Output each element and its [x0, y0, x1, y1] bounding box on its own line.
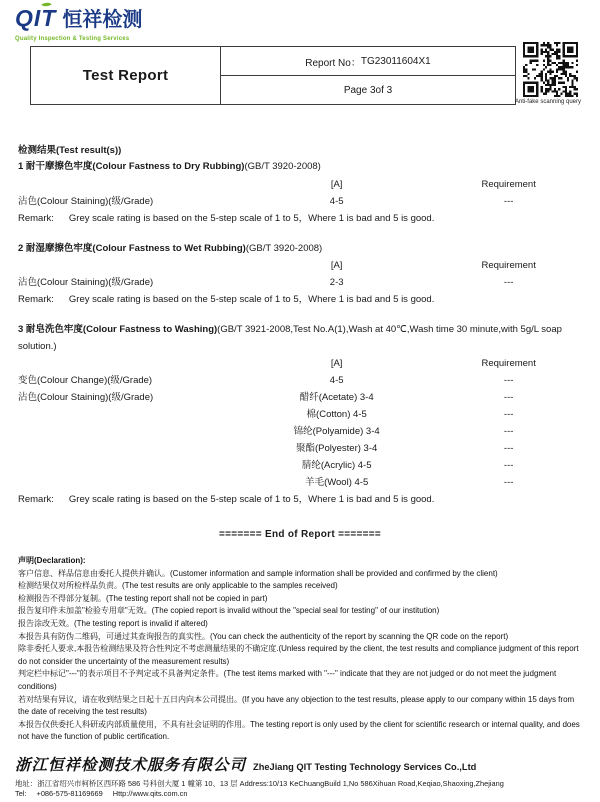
declaration — [18, 555, 582, 744]
declaration-line: 客户信息、样品信息由委托人提供并确认。(Customer information and sample information shall be provided and confirmed by the client) — [18, 568, 498, 578]
row-requirement: --- — [503, 195, 514, 207]
result-row — [18, 193, 582, 210]
row-label: 变色(Colour Change)(级/Grade) — [18, 375, 153, 386]
row-label — [18, 474, 238, 491]
declaration-line: 除非委托人要求,本报告检测结果及符合性判定不考虑测量结果的不确定度.(Unless required by the client, the test results and compliance judgment of this report do not consider the uncertainty of the measurement results) — [18, 644, 579, 666]
row-value: 棉(Cotton) 4-5 — [306, 409, 367, 420]
declaration-line: 检测结果仅对所检样品负责。(The test results are only applicable to the samples received) — [18, 581, 338, 591]
results-heading: 检测结果(Test result(s)) — [18, 145, 122, 156]
row-value: 羊毛(Wool) 4-5 — [305, 477, 369, 488]
row-label — [18, 423, 238, 440]
row-label: 沾色(Colour Staining)(级/Grade) — [18, 195, 154, 207]
row-label — [18, 440, 238, 457]
qr-code-svg — [523, 42, 578, 97]
col-header-value: [A] — [330, 358, 343, 369]
declaration-line: 本报告仅供委托人科研或内部质量使用，不具有社会证明的作用。The testing report is only used by the client for scientific research or internal quality, and does not have the function of public certification. — [18, 719, 580, 742]
report-header — [0, 0, 600, 120]
declaration-line: 报告涂改无效。(The testing report is invalid if altered) — [18, 618, 208, 628]
report-no-row — [221, 47, 515, 76]
result-row — [18, 440, 582, 457]
col-header-requirement: Requirement — [481, 358, 536, 369]
remark-text: Grey scale rating is based on the 5-step scale of 1 to 5，Where 1 is bad and 5 is good. — [68, 212, 435, 224]
row-requirement: --- — [503, 375, 514, 386]
report-footer — [15, 753, 592, 798]
tel-label: Tel: — [15, 788, 27, 798]
company-logo — [15, 6, 142, 42]
declaration-line: 若对结果有异议，请在收到结果之日起十五日内向本公司提出。(If you have any objection to the test results, please apply to our company within 15 days from the date of receiving the test results) — [18, 694, 575, 717]
col-header-requirement: Requirement — [481, 260, 536, 271]
results-content — [18, 142, 582, 744]
report-no-value: TG23011604X1 — [360, 55, 431, 67]
row-requirement: --- — [503, 426, 514, 437]
end-of-report: ======= End of Report ======= — [218, 529, 382, 540]
section-title: 1 耐干摩擦色牢度(Colour Fastness to Dry Rubbing)(GB/T 3920-2008) — [18, 161, 321, 172]
row-value: 醋纤(Acetate) 3-4 — [299, 392, 374, 403]
company-name-cn: 浙江恒祥检测技术服务有限公司 — [15, 755, 247, 774]
row-value: 锦纶(Polyamide) 3-4 — [293, 426, 380, 437]
result-row — [18, 372, 582, 389]
remark-label: Remark: — [18, 212, 54, 224]
col-header-requirement: Requirement — [481, 178, 536, 190]
row-requirement: --- — [503, 460, 514, 471]
qr-caption: Anti-fake scanning query — [514, 99, 582, 105]
row-requirement: --- — [503, 477, 514, 488]
company-name-en: ZheJiang QIT Testing Technology Services Co.,Ltd — [253, 762, 477, 772]
logo-chinese-text: 恒祥检测 — [62, 7, 143, 31]
logo-tagline: Quality Inspection & Testing Services — [15, 36, 130, 42]
report-title: Test Report — [31, 47, 221, 104]
address-line: 地址：浙江省绍兴市柯桥区西环路 586 号科创大厦 1 幢第 10、13 层 Address:10/13 KeChuangBuild 1,No 586Xihuan Road,Keqiao,Shaoxing,Zhejiang — [15, 779, 504, 788]
remark-text: Grey scale rating is based on the 5-step scale of 1 to 5，Where 1 is bad and 5 is good. — [68, 294, 435, 305]
report-no-label: Report No： — [305, 57, 361, 69]
logo-qit-text: QIT — [15, 5, 57, 31]
row-value: 4-5 — [329, 195, 344, 207]
qr-code — [523, 42, 578, 97]
declaration-line: 检测报告不得部分复制。(The testing report shall not be copied in part) — [18, 593, 268, 603]
remark-row — [18, 291, 582, 308]
row-label — [18, 406, 238, 423]
row-value: 聚酯(Polyester) 3-4 — [295, 443, 378, 454]
row-label: 沾色(Colour Staining)(级/Grade) — [18, 277, 154, 288]
remark-label: Remark: — [18, 294, 54, 305]
result-row — [18, 474, 582, 491]
result-row — [18, 406, 582, 423]
col-header-value: [A] — [330, 178, 343, 190]
column-header-row — [18, 176, 582, 193]
result-row — [18, 457, 582, 474]
page-number: Page 3of 3 — [343, 84, 393, 96]
result-row — [18, 274, 582, 291]
remark-row — [18, 210, 582, 227]
website-url: Http://www.qits.com.cn — [112, 788, 188, 798]
row-value: 腈纶(Acrylic) 4-5 — [301, 460, 372, 471]
result-row — [18, 389, 582, 406]
test-section-3 — [18, 322, 582, 508]
remark-row — [18, 491, 582, 508]
test-section-2 — [18, 241, 582, 309]
row-requirement: --- — [503, 409, 514, 420]
row-value: 2-3 — [329, 277, 344, 288]
row-label — [18, 457, 238, 474]
result-row — [18, 423, 582, 440]
row-requirement: --- — [503, 277, 514, 288]
row-requirement: --- — [503, 392, 514, 403]
row-value: 4-5 — [329, 375, 344, 386]
report-title-table — [30, 46, 516, 105]
remark-label: Remark: — [18, 494, 54, 505]
row-requirement: --- — [503, 443, 514, 454]
test-section-1 — [18, 159, 582, 227]
col-header-value: [A] — [330, 260, 343, 271]
remark-text: Grey scale rating is based on the 5-step scale of 1 to 5，Where 1 is bad and 5 is good. — [68, 494, 435, 505]
declaration-line: 报告复印件未加盖"检验专用章"无效。(The copied report is invalid without the "special seal for testing" of our institution) — [18, 606, 440, 616]
tel-number: +086-575-81169669 — [36, 788, 103, 798]
declaration-line: 本报告具有防伪二维码，可通过其查询报告的真实性。(You can check the authenticity of the report by scanning the QR code on the report) — [18, 631, 509, 641]
declaration-line: 判定栏中标记"---"的表示项目不予判定或不具备判定条件。(The test items marked with "---" indicate that they are not judged or do not meet the judgment conditions) — [18, 669, 557, 691]
declaration-line: 声明(Declaration): — [18, 556, 86, 565]
column-header-row — [18, 257, 582, 274]
column-header-row — [18, 355, 582, 372]
section-title: 2 耐湿摩擦色牢度(Colour Fastness to Wet Rubbing)(GB/T 3920-2008) — [18, 242, 323, 254]
row-label: 沾色(Colour Staining)(级/Grade) — [18, 392, 154, 403]
section-title: 3 耐皂洗色牢度(Colour Fastness to Washing)(GB/T 3921-2008,Test No.A(1),Wash at 40℃,Wash time 30 minute,with 5g/L soap solution.) — [18, 324, 562, 352]
